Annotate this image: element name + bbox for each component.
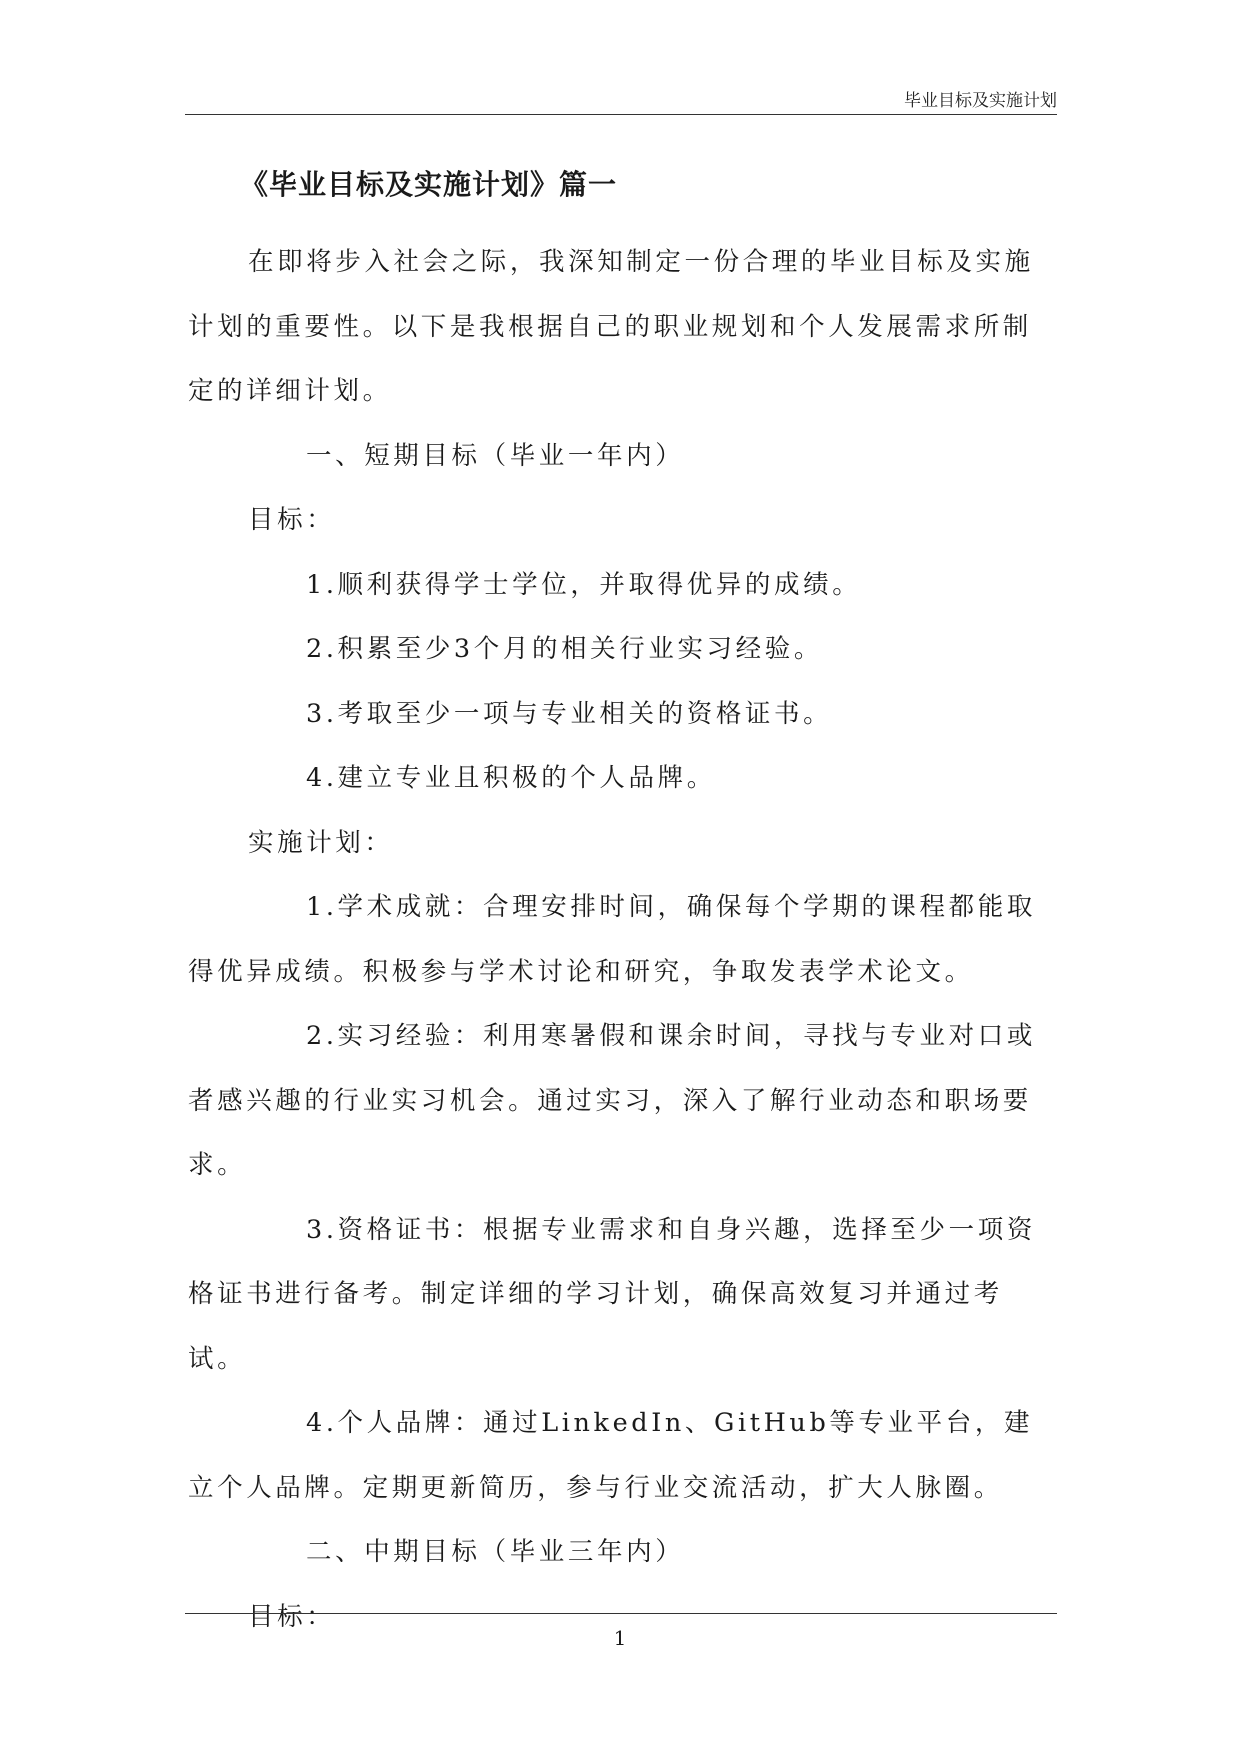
page-number: 1 — [613, 1626, 627, 1650]
plan-label: 实施计划： — [248, 827, 394, 858]
running-header: 毕业目标及实施计划 — [904, 91, 1057, 111]
goal-item: 2.积累至少3个月的相关行业实习经验。 — [306, 634, 823, 664]
section-heading-mid-term: 二、中期目标（毕业三年内） — [306, 1537, 685, 1567]
goal-item: 4.建立专业且积极的个人品牌。 — [306, 763, 716, 793]
plan-item: 1.学术成就：合理安排时间，确保每个学期的课程都能取得优异成绩。积极参与学术讨论和研究，争取发表学术论文。 — [188, 892, 1036, 987]
header-rule — [185, 114, 1057, 115]
goal-item: 3.考取至少一项与专业相关的资格证书。 — [306, 698, 833, 729]
footer-rule — [185, 1613, 1057, 1614]
goals-label: 目标： — [248, 505, 336, 535]
intro-paragraph: 在即将步入社会之际，我深知制定一份合理的毕业目标及实施计划的重要性。以下是我根据自己的职业规划和个人发展需求所制定的详细计划。 — [188, 247, 1034, 406]
plan-item: 2.实习经验：利用寒暑假和课余时间，寻找与专业对口或者感兴趣的行业实习机会。通过实习，深入了解行业动态和职场要求。 — [188, 1021, 1036, 1180]
plan-item: 3.资格证书：根据专业需求和自身兴趣，选择至少一项资格证书进行备考。制定详细的学习计划，确保高效复习并通过考试。 — [188, 1214, 1036, 1374]
goal-item: 1.顺利获得学士学位，并取得优异的成绩。 — [306, 569, 862, 600]
section-heading-short-term: 一、短期目标（毕业一年内） — [306, 440, 685, 471]
plan-item: 4.个人品牌：通过LinkedIn、GitHub等专业平台，建立个人品牌。定期更新简历，参与行业交流活动，扩大人脉圈。 — [188, 1408, 1034, 1503]
document-body — [188, 230, 1058, 1649]
document-title: 《毕业目标及实施计划》篇一 — [240, 168, 618, 201]
goals-label: 目标： — [248, 1601, 336, 1632]
